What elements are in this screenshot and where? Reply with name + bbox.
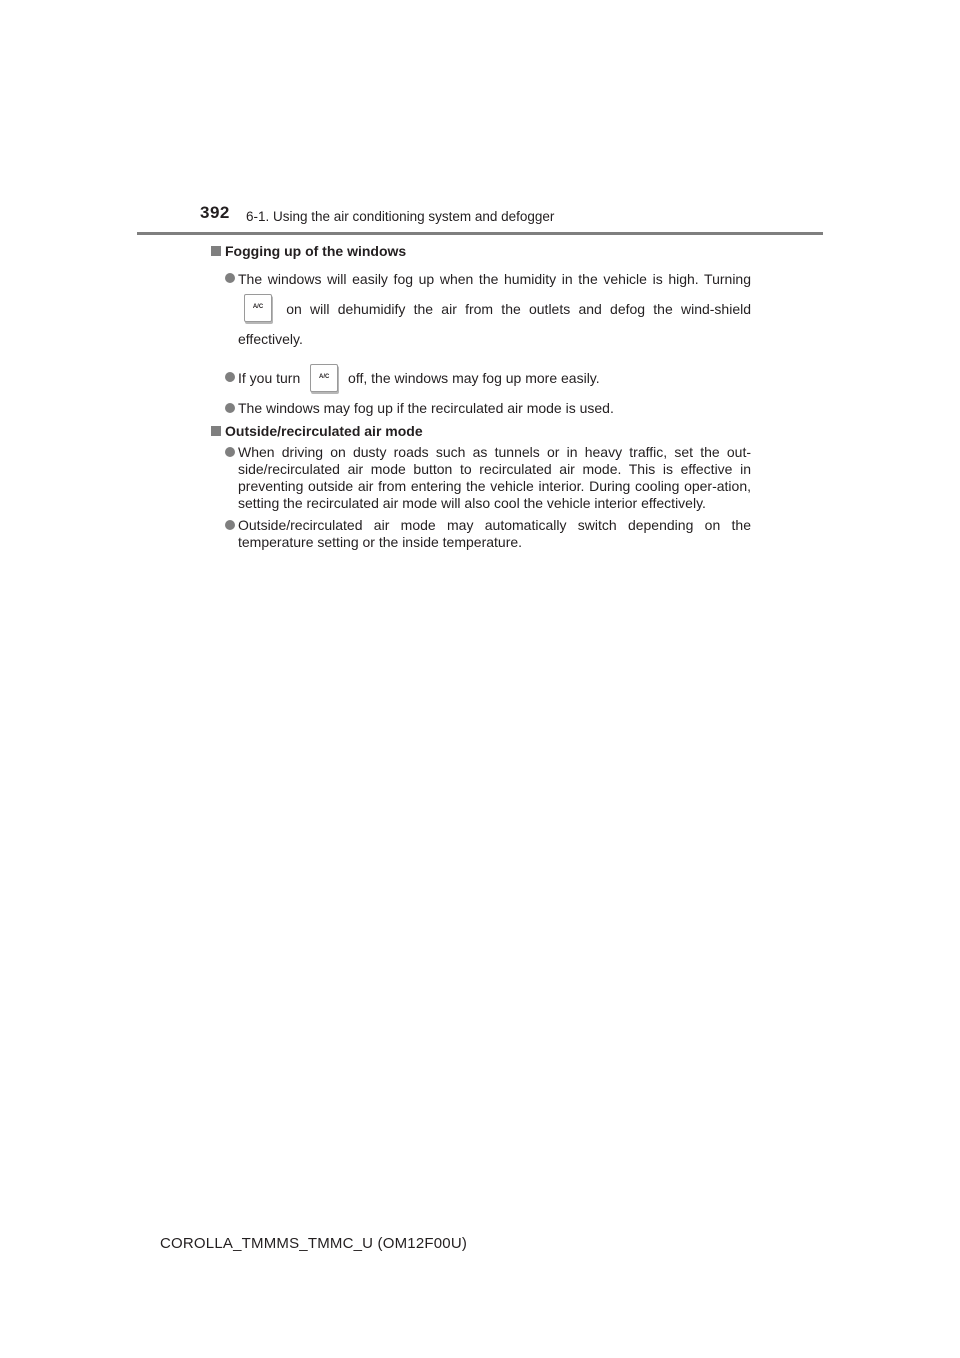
fogging-bullet-1-text-a: The windows will easily fog up when the humidity in the vehicle is high. Turning bbox=[238, 271, 751, 287]
fogging-bullet-2-text-a: If you turn bbox=[238, 370, 301, 387]
fogging-bullet-2-text-b: off, the windows may fog up more easily. bbox=[348, 370, 600, 387]
page-content bbox=[211, 243, 751, 556]
list-item bbox=[211, 517, 751, 551]
footer-code: COROLLA_TMMMS_TMMC_U (OM12F00U) bbox=[160, 1235, 468, 1252]
list-item bbox=[211, 363, 751, 393]
ac-button-label: A/C bbox=[318, 373, 330, 380]
page-number: 392 bbox=[200, 203, 230, 222]
fogging-bullet-1-text-b: on will dehumidify the air from the outlets and defog the wind-shield effectively. bbox=[238, 301, 752, 348]
heading-recirc-text: Outside/recirculated air mode bbox=[225, 422, 423, 439]
recirc-bullet-1-text: When driving on dusty roads such as tunnels or in heavy traffic, set the out-side/recirculated air mode button to recirculated air mode. This is effective in preventing outside air from entering the vehicle interior. During cooling oper-ation, setting the recirculated air mode will also cool the vehicle interior effectively. bbox=[238, 443, 751, 511]
heading-recirc bbox=[211, 423, 751, 440]
list-item bbox=[211, 264, 751, 354]
ac-button-icon bbox=[244, 294, 272, 322]
square-bullet-icon bbox=[211, 246, 221, 256]
heading-fogging bbox=[211, 243, 751, 260]
list-item bbox=[211, 400, 751, 417]
bullet-dot-icon bbox=[225, 520, 235, 530]
ac-button-label: A/C bbox=[252, 304, 264, 311]
bullet-dot-icon bbox=[225, 372, 235, 382]
heading-fogging-text: Fogging up of the windows bbox=[225, 243, 407, 259]
list-item bbox=[211, 444, 751, 512]
ac-button-icon bbox=[310, 364, 338, 392]
square-bullet-icon bbox=[211, 426, 221, 436]
header-rule bbox=[137, 232, 823, 235]
section-title: 6-1. Using the air conditioning system and defogger bbox=[246, 209, 555, 224]
bullet-dot-icon bbox=[225, 273, 235, 283]
bullet-dot-icon bbox=[225, 403, 235, 413]
fogging-bullet-3-text: The windows may fog up if the recirculated air mode is used. bbox=[238, 399, 614, 416]
recirc-bullet-2-text: Outside/recirculated air mode may automatically switch depending on the temperature setting or the inside temperature. bbox=[238, 516, 751, 550]
bullet-dot-icon bbox=[225, 447, 235, 457]
